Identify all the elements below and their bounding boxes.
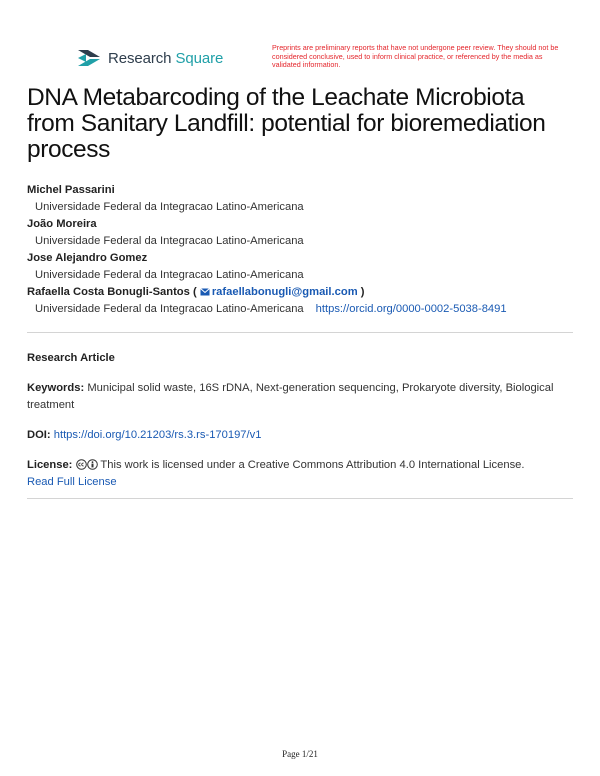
research-square-logo-icon <box>76 48 102 68</box>
author-email: rafaellabonugli@gmail.com <box>211 286 358 298</box>
author-block <box>27 284 577 318</box>
author-affiliation: Universidade Federal da Integracao Latino-Americana <box>35 201 304 213</box>
author-block <box>27 216 577 250</box>
author-affiliation: Universidade Federal da Integracao Latino-Americana <box>35 269 304 281</box>
author-name: Michel Passarini <box>27 184 115 196</box>
envelope-icon <box>200 288 210 296</box>
keywords-label: Keywords: <box>27 382 85 394</box>
author-affiliation: Universidade Federal da Integracao Latino-Americana <box>35 235 304 247</box>
read-full-license-link[interactable]: Read Full License <box>27 476 117 488</box>
orcid-link[interactable]: https://orcid.org/0000-0002-5038-8491 <box>315 303 507 315</box>
license-label: License: <box>27 459 73 471</box>
author-block <box>27 182 577 216</box>
author-name: Jose Alejandro Gomez <box>27 252 148 264</box>
cc-by-icon <box>87 459 98 470</box>
doi-label: DOI: <box>27 429 51 441</box>
doi <box>27 427 575 444</box>
article-type: Research Article <box>27 352 115 364</box>
paper-title: DNA Metabarcoding of the Leachate Microbiota from Sanitary Landfill: potential for bioremediation process <box>27 84 546 163</box>
license-text: This work is licensed under a Creative Commons Attribution 4.0 International License. <box>100 459 525 471</box>
author-affiliation: Universidade Federal da Integracao Latino-Americana <box>35 303 304 315</box>
research-square-logo[interactable] <box>76 48 223 68</box>
divider <box>27 332 573 333</box>
header <box>76 43 559 76</box>
author-email-link[interactable] <box>200 286 358 298</box>
preprint-disclaimer: Preprints are preliminary reports that have not undergone peer review. They should not be considered conclusive, used to inform clinical practice, or referenced by the media as validated information. <box>272 43 559 70</box>
logo-word-square: Square <box>175 49 224 67</box>
logo-word-research: Research <box>108 49 172 67</box>
close-paren: ) <box>357 286 365 298</box>
keywords-value: Municipal solid waste, 16S rDNA, Next-generation sequencing, Prokaryote diversity, Biological treatment <box>27 382 554 411</box>
page-number: Page 1/21 <box>282 749 318 759</box>
author-list <box>27 182 577 318</box>
logo-text <box>108 50 223 67</box>
cc-icon <box>76 459 87 470</box>
author-name: Rafaella Costa Bonugli-Santos <box>27 286 190 298</box>
author-name: João Moreira <box>27 218 97 230</box>
keywords <box>27 380 575 414</box>
license <box>27 457 575 491</box>
doi-link[interactable]: https://doi.org/10.21203/rs.3.rs-170197/v1 <box>53 429 262 441</box>
author-affiliation-row <box>27 300 577 318</box>
corresponding-author <box>27 284 577 300</box>
open-paren: ( <box>189 286 200 298</box>
author-block <box>27 250 577 284</box>
divider <box>27 498 573 499</box>
